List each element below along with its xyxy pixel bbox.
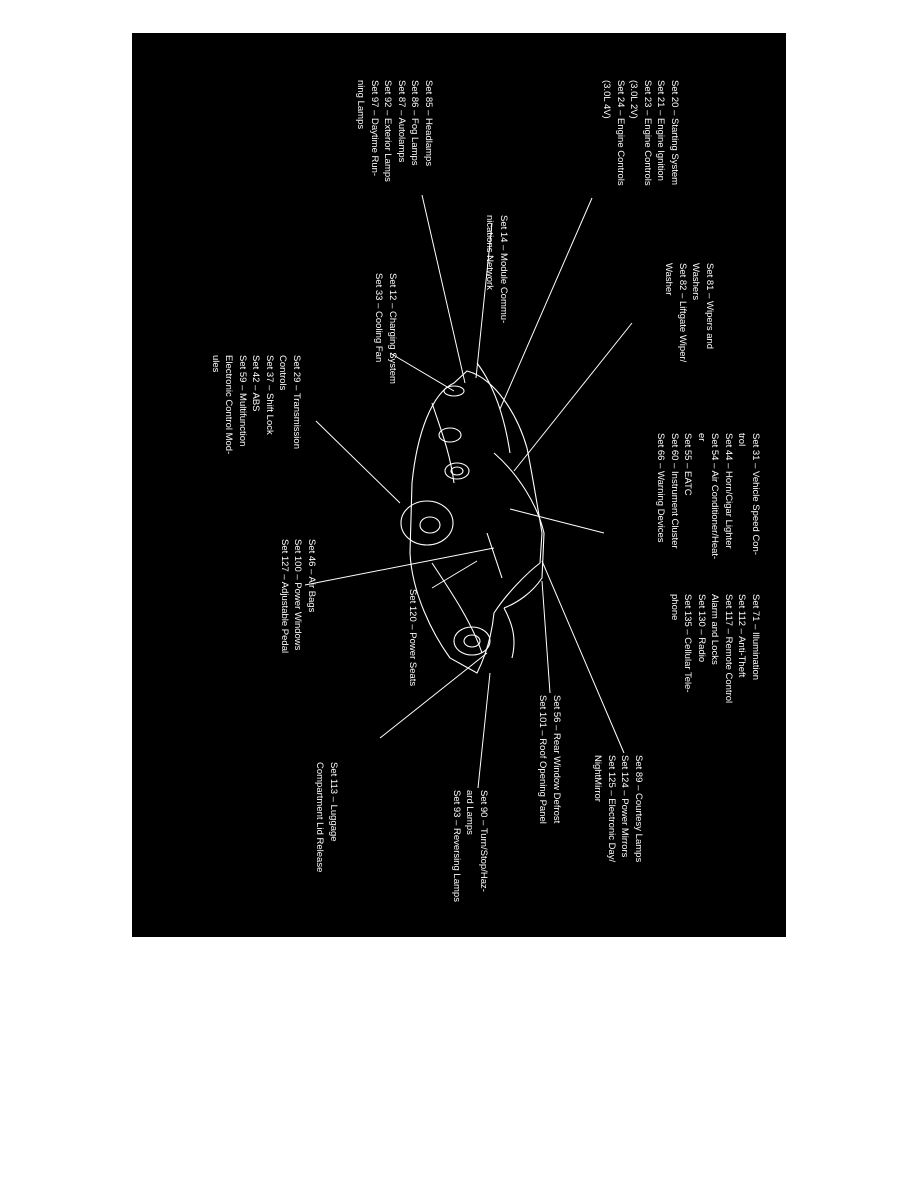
leader-g7 [510, 509, 604, 533]
label-line: Set 44 – Horn/Cigar Lighter [723, 433, 734, 549]
label-line: Set 59 – Multifunction [237, 355, 248, 447]
front-wheel [401, 501, 453, 545]
label-line: Alarm and Locks [709, 594, 721, 665]
label-line: Washer [663, 263, 675, 296]
car-roof [494, 453, 544, 608]
label-line: Set 14 – Module Commu- [498, 215, 509, 324]
leader-g4 [514, 323, 632, 471]
label-group-accessories [668, 594, 763, 703]
windshield [477, 363, 510, 453]
label-line: Set 71 – Illumination [750, 594, 761, 681]
label-line: Electronic Control Mod- [223, 355, 235, 455]
foglamp-inner [451, 467, 463, 475]
label-line: Set 87 – Autolamps [396, 80, 407, 163]
label-line: Set 82 – Liftgate Wiper/ [677, 263, 688, 363]
label-line: Set 89 – Courtesy Lamps [633, 755, 644, 863]
label-line: Set 33 – Cooling Fan [373, 273, 385, 363]
diagram-panel [132, 33, 786, 937]
label-group-luggage [313, 762, 340, 872]
label-line: Set 135 – Cellular Tele- [682, 594, 694, 693]
label-line: Set 37 – Shift Lock [264, 355, 275, 435]
label-line: Set 24 – Engine Controls [615, 80, 626, 186]
label-line: Controls [277, 355, 289, 391]
label-line: Set 125 – Electronic Day/ [606, 755, 617, 863]
rear-wheel [454, 627, 490, 655]
leader-g10 [432, 561, 477, 588]
label-line: Set 112 – Anti-Theft [736, 594, 748, 678]
label-line: Compartment Lid Release [314, 762, 326, 873]
label-line: NightMirror [592, 755, 604, 802]
label-group-charging [372, 273, 399, 384]
label-line: Set 29 – Transmission [291, 355, 302, 449]
label-line: Set 55 – EATC [682, 433, 694, 496]
label-line: Set 42 – ABS [250, 355, 262, 412]
label-line: Set 54 – Air Conditioner/Heat- [709, 433, 721, 560]
label-line: Set 20 – Starting System [669, 80, 680, 186]
label-line: ules [210, 355, 221, 373]
label-line: ard Lamps [464, 790, 476, 835]
label-line: Set 60 – Instrument Cluster [669, 433, 680, 549]
label-group-rear-lamps [450, 790, 491, 902]
label-line: Set 46 – Air Bags [306, 539, 317, 613]
label-line: Set 66 – Warning Devices [655, 433, 667, 543]
label-group-network [483, 215, 510, 323]
leader-g11 [542, 581, 550, 693]
door-line [487, 533, 502, 578]
side-line [432, 563, 482, 653]
label-group-transmission [209, 355, 304, 454]
label-group-lamps [354, 80, 435, 182]
label-line: Set 100 – Power Windows [292, 539, 304, 651]
label-line: Set 124 – Power Mirrors [619, 755, 631, 858]
label-line: (3.0L 2V) [628, 80, 640, 119]
label-line: Set 93 – Reversing Lamps [451, 790, 462, 902]
foglamp [445, 463, 469, 479]
label-line: Set 31 – Vehicle Speed Con- [750, 433, 761, 556]
label-line: (3.0L 4V) [601, 80, 613, 119]
leader-g2 [422, 195, 465, 383]
label-line: ning Lamps [355, 80, 367, 130]
label-line: Set 117 – Remote Control [723, 594, 734, 704]
label-group-wipers [662, 263, 716, 362]
rear-window [504, 608, 514, 658]
label-line: Set 90 – Turn/Stop/Haz- [478, 790, 489, 892]
label-line: nications Network [484, 215, 496, 290]
leader-g5 [390, 353, 454, 391]
label-line: Set 86 – Fog Lamps [409, 80, 421, 166]
label-line: Set 56 – Rear Window Defrost [551, 695, 562, 824]
label-line: Set 12 – Charging System [387, 273, 398, 384]
label-line: Set 120 – Power Seats [407, 589, 418, 687]
label-line: Washers [690, 263, 702, 301]
label-line: Set 81 – Wipers and [704, 263, 715, 350]
label-group-cabin-controls [654, 433, 762, 559]
leader-g6 [316, 421, 400, 503]
label-group-defrost [536, 695, 563, 824]
label-line: Set 101 – Roof Opening Panel [537, 695, 549, 824]
front-wheel-hub [420, 517, 440, 533]
label-group-seats [406, 589, 420, 686]
label-group-powertrain [600, 80, 681, 186]
label-line: trol [736, 433, 748, 447]
label-line: Set 130 – Radio [696, 594, 707, 663]
leader-g14 [380, 653, 487, 738]
label-line: er [696, 433, 707, 442]
label-line: Set 92 – Exterior Lamps [382, 80, 394, 182]
label-line: Set 127 – Adjustable Pedal [279, 539, 290, 654]
label-group-mirrors [591, 755, 645, 862]
label-line: Set 21 – Engine Ignition [655, 80, 667, 181]
label-line: Set 97 – Daytime Run- [369, 80, 380, 177]
label-line: phone [669, 594, 680, 621]
label-line: Set 113 – Luggage [328, 762, 339, 842]
leader-g1 [500, 198, 592, 409]
leader-g13 [478, 673, 490, 788]
label-group-airbags [278, 539, 319, 653]
label-line: Set 23 – Engine Controls [642, 80, 653, 186]
label-line: Set 85 – Headlamps [423, 80, 434, 167]
leader-g9 [305, 548, 494, 585]
